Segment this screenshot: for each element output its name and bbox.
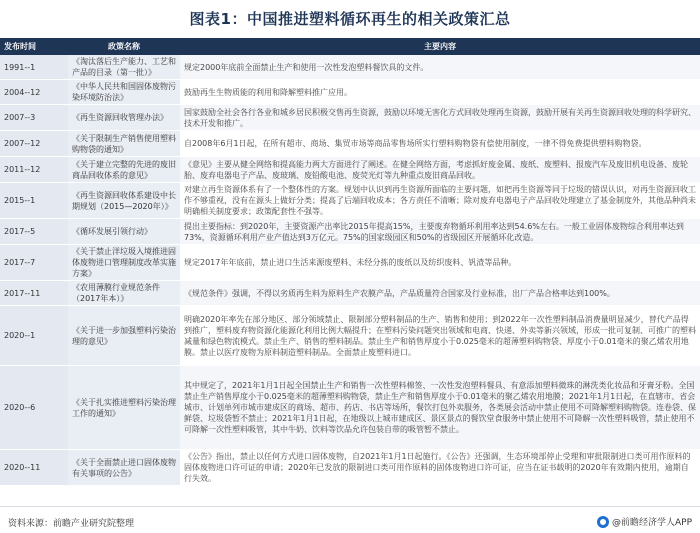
table-row xyxy=(0,245,700,281)
row-content: 提出主要指标：到2020年，主要资源产出率比2015年提高15%，主要废弃物循环利用率达到54.6%左右。一般工业固体废物综合利用率达到73%，资源循环利用产业产值达到3万亿元。75%的国家级园区和50%的省级园区开展循环化改造。 xyxy=(180,219,700,245)
row-content: 《意见》主要从健全网络和提高能力两大方面进行了阐述。在健全网络方面，考虑抓好废金属、废纸、废塑料、报废汽车及废旧机电设备、废轮胎、废弃电器电子产品、废玻璃、废铅酸电池、废荧光灯等九种重点废旧商品回收。 xyxy=(180,157,700,183)
row-time: 2020--1 xyxy=(0,306,68,366)
row-content: 明确2020年率先在部分地区、部分领域禁止、限制部分塑料制品的生产、销售和使用；到2022年一次性塑料制品消费量明显减少，替代产品得到推广，塑料废弃物资源化能源化利用比例大幅提升；在塑料污染问题突出领域和电商、快递、外卖等新兴领域，形成一批可复制、可推广的塑料减量和绿色物流模式。禁止生产、销售的塑料制品。禁止生产和销售厚度小于0.025毫米的超薄塑料购物袋、厚度小于0.01毫米的聚乙烯农用地膜。禁止以医疗废物为原料制造塑料制品。全面禁止废塑料进口。 xyxy=(180,306,700,366)
policy-table xyxy=(0,38,700,486)
row-time: 2020--6 xyxy=(0,366,68,450)
row-policy-name: 《关于进一步加强塑料污染治理的意见》 xyxy=(68,306,180,366)
row-time: 2007--12 xyxy=(0,131,68,157)
row-time: 2020--11 xyxy=(0,450,68,486)
page-title: 图表1：中国推进塑料循环再生的相关政策汇总 xyxy=(189,10,511,28)
row-policy-name: 《关于扎实推进塑料污染治理工作的通知》 xyxy=(68,366,180,450)
row-policy-name: 《关于全面禁止进口固体废物有关事项的公告》 xyxy=(68,450,180,486)
row-content: 鼓励再生生物质能的利用和降解塑料推广应用。 xyxy=(180,80,700,105)
row-time: 1991--1 xyxy=(0,55,68,80)
row-policy-name: 《再生资源回收管理办法》 xyxy=(68,105,180,131)
brand-logo-icon xyxy=(597,516,609,528)
footer xyxy=(0,506,700,533)
table-row xyxy=(0,306,700,366)
row-time: 2015--1 xyxy=(0,183,68,219)
row-time: 2011--12 xyxy=(0,157,68,183)
table-row xyxy=(0,281,700,306)
table-row xyxy=(0,183,700,219)
row-policy-name: 《中华人民共和国固体废物污染环境防治法》 xyxy=(68,80,180,105)
table-row xyxy=(0,450,700,486)
row-content: 《公告》指出，禁止以任何方式进口固体废物，自2021年1月1日起施行。《公告》还强调，生态环境部停止受理和审批限制进口类可用作原料的固体废物进口许可证的申请；2020年已发放的限制进口类可用作原料的固体废物进口许可证，应当在证书载明的2020年有效期内使用，逾期自行失效。 xyxy=(180,450,700,486)
table-row xyxy=(0,131,700,157)
table-row xyxy=(0,219,700,245)
row-content: 其中规定了，2021年1月1日起全国禁止生产和销售一次性塑料棉签、一次性发泡塑料餐具、有意添加塑料微珠的淋洗类化妆品和牙膏牙粉。全国禁止生产销售厚度小于0.025毫米的超薄塑料购物袋，禁止生产和销售厚度小于0.01毫米的聚乙烯农用地膜；2021年1月1日起，在直辖市、省会城市、计划单列市城市建成区的商场、超市、药店、书店等场所，餐饮打包外卖服务，各类展会活动中禁止使用不可降解塑料购物袋。连卷袋、保鲜袋、垃圾袋暂不禁止；2021年1月1日起，在地级以上城市建成区、景区景点的餐饮堂食服务中禁止使用不可降解一次性塑料吸管，禁止使用不可降解一次性塑料吸管，其中牛奶、饮料等饮品允许包装自带的吸管暂不禁止。 xyxy=(180,366,700,450)
row-content: 规定2000年底前全面禁止生产和使用一次性发泡塑料餐饮具的文件。 xyxy=(180,55,700,80)
row-policy-name: 《关于限制生产销售使用塑料购物袋的通知》 xyxy=(68,131,180,157)
row-content: 自2008年6月1日起，在所有超市、商场、集贸市场等商品零售场所实行塑料购物袋有偿使用制度，一律不得免费提供塑料购物袋。 xyxy=(180,131,700,157)
column-header-content: 主要内容 xyxy=(180,38,700,55)
table-row xyxy=(0,80,700,105)
table-row xyxy=(0,55,700,80)
column-header-time: 发布时间 xyxy=(0,38,68,55)
row-time: 2017--11 xyxy=(0,281,68,306)
row-policy-name: 《循环发展引领行动》 xyxy=(68,219,180,245)
table-row xyxy=(0,157,700,183)
row-policy-name: 《淘汰落后生产能力、工艺和产品的目录（第一批）》 xyxy=(68,55,180,80)
row-time: 2007--3 xyxy=(0,105,68,131)
row-time: 2017--7 xyxy=(0,245,68,281)
source-note: 资料来源：前瞻产业研究院整理 xyxy=(8,519,135,529)
row-time: 2004--12 xyxy=(0,80,68,105)
row-policy-name: 《农用薄膜行业规范条件（2017年本）》 xyxy=(68,281,180,306)
row-time: 2017--5 xyxy=(0,219,68,245)
row-policy-name: 《关于建立完整的先进的废旧商品回收体系的意见》 xyxy=(68,157,180,183)
brand-credit xyxy=(597,515,692,528)
table-row xyxy=(0,105,700,131)
row-content: 国家鼓励全社会各行各业和城乡居民积极交售再生资源，鼓励以环境无害化方式回收处理再生资源，鼓励开展有关再生资源回收处理的科学研究、技术开发和推广。 xyxy=(180,105,700,131)
table-row xyxy=(0,366,700,450)
row-content: 《规范条件》强调，不得以劣质再生料为原料生产农膜产品，产品质量符合国家及行业标准，出厂产品合格率达到100%。 xyxy=(180,281,700,306)
brand-label: @前瞻经济学人APP xyxy=(611,518,692,528)
row-content: 规定2017年年底前，禁止进口生活来源废塑料、未经分拣的废纸以及纺织废料、钒渣等品种。 xyxy=(180,245,700,281)
row-policy-name: 《再生资源回收体系建设中长期规划（2015—2020年）》 xyxy=(68,183,180,219)
column-header-name: 政策名称 xyxy=(68,38,180,55)
row-policy-name: 《关于禁止洋垃圾入境推进固体废物进口管理制度改革实施方案》 xyxy=(68,245,180,281)
table-header-row xyxy=(0,38,700,55)
row-content: 对建立再生资源体系有了一个整体性的方案。规划中认识到再生资源所面临的主要问题，如把再生资源等同于垃圾的错误认识，对再生资源回收工作不够重视，没有在源头上做好分类；提高了后端回收成本；各方责任不清晰；除对废弃电器电子产品回收处理建立了基金制度外，其他品种尚未明确相关制度要求；政策配套性不强等。 xyxy=(180,183,700,219)
